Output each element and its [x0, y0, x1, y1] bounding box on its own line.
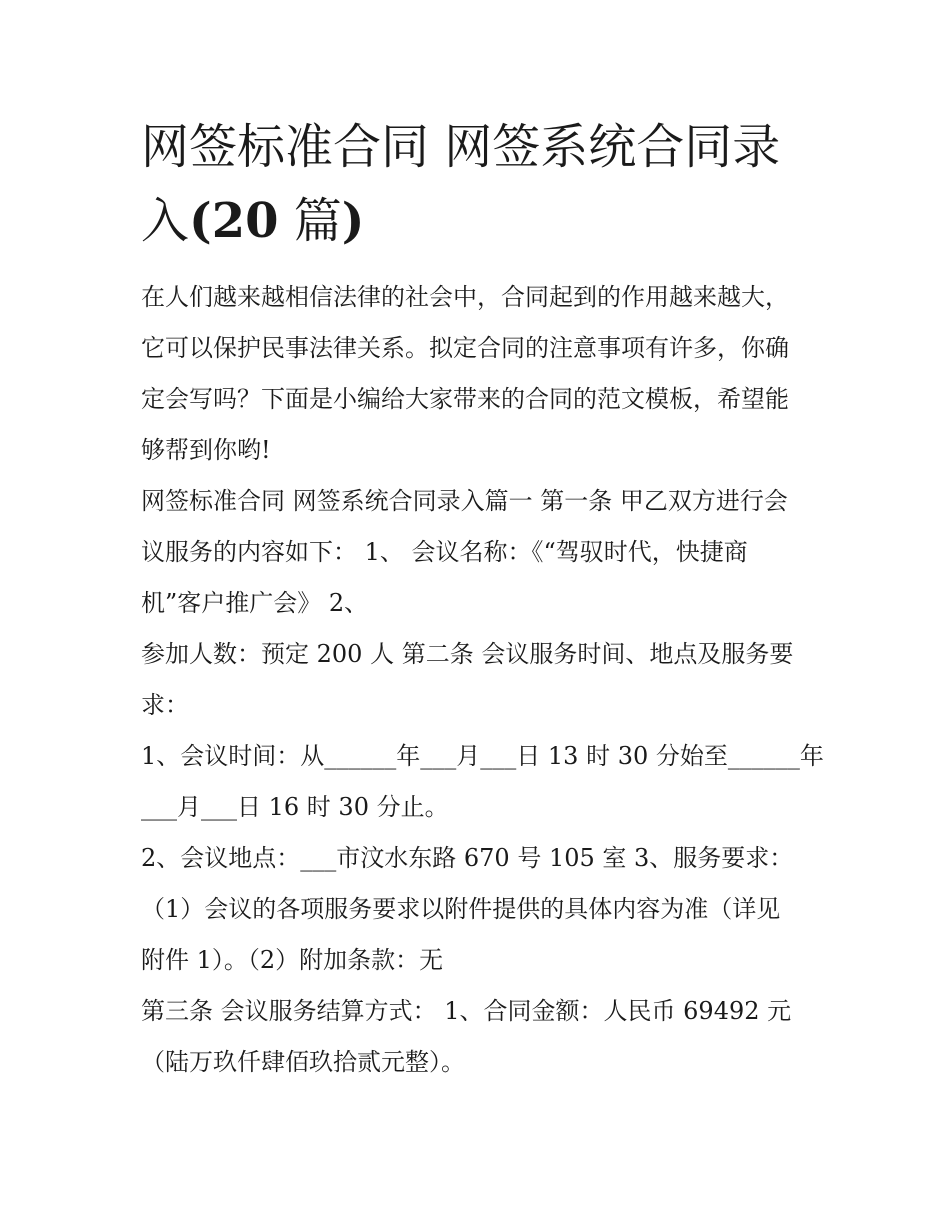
- section-one-line: 议服务的内容如下： 1、 会议名称：《“驾驭时代，快捷商: [141, 538, 748, 566]
- title-line-2-count: (20: [189, 193, 279, 249]
- title-line-1: 网签标准合同 网签系统合同录: [141, 119, 781, 175]
- attendees-line: 参加人数：预定 200 人 第二条 会议服务时间、地点及服务要: [141, 640, 794, 668]
- title-line-2-prefix: 入: [141, 193, 190, 249]
- attendees-line: 求：: [141, 691, 189, 719]
- payment-paragraph: [141, 986, 813, 1088]
- title-line-2-close: ): [341, 193, 365, 249]
- service-requirements-line: （1）会议的各项服务要求以附件提供的具体内容为准（详见: [141, 895, 781, 923]
- meeting-time-line: ___月___日 16 时 30 分止。: [141, 793, 449, 821]
- service-requirements-paragraph: [141, 884, 813, 986]
- meeting-location-line: 2、会议地点：___市汶水东路 670 号 105 室 3、服务要求：: [141, 844, 794, 872]
- title-line-2: [141, 184, 813, 258]
- document-title: [141, 110, 813, 258]
- intro-line: 它可以保护民事法律关系。拟定合同的注意事项有许多，你确: [141, 334, 789, 362]
- meeting-location-paragraph: [141, 833, 813, 884]
- payment-line: 第三条 会议服务结算方式： 1、合同金额：人民币 69492 元: [141, 997, 792, 1025]
- document-page: [141, 110, 824, 1088]
- intro-line: 够帮到你哟!: [141, 436, 271, 464]
- attendees-paragraph: [141, 629, 813, 731]
- section-one-paragraph: [141, 476, 813, 629]
- intro-paragraph: [141, 272, 813, 476]
- intro-line: 在人们越来越相信法律的社会中，合同起到的作用越来越大，: [141, 283, 789, 311]
- meeting-time-paragraph: [141, 731, 824, 833]
- meeting-time-line: 1、会议时间：从______年___月___日 13 时 30 分始至______年: [141, 742, 824, 770]
- payment-line: （陆万玖仟肆佰玖拾贰元整）。: [141, 1048, 465, 1076]
- title-line-2-unit: 篇: [278, 193, 342, 249]
- intro-line: 定会写吗？下面是小编给大家带来的合同的范文模板，希望能: [141, 385, 789, 413]
- section-one-line: 网签标准合同 网签系统合同录入篇一 第一条 甲乙双方进行会: [141, 487, 788, 515]
- section-one-line: 机”客户推广会》 2、: [141, 589, 369, 617]
- service-requirements-line: 附件 1）。（2）附加条款：无: [141, 946, 444, 974]
